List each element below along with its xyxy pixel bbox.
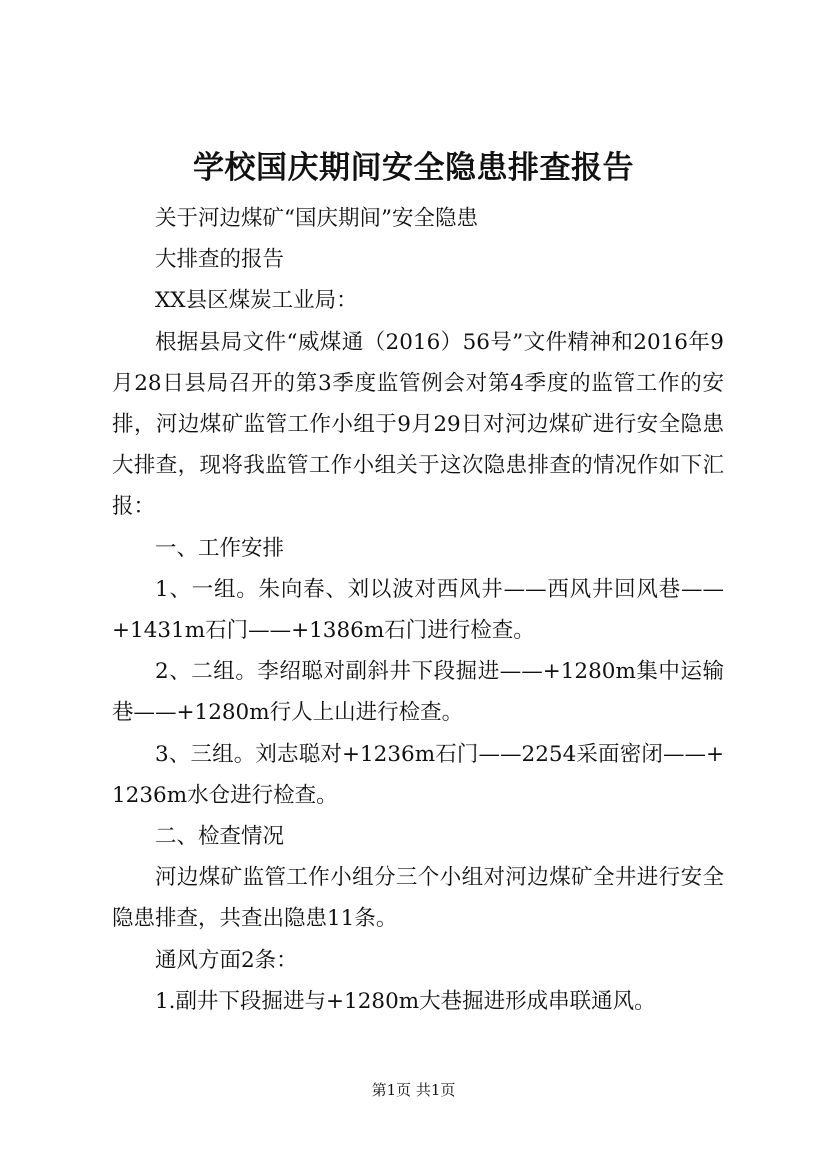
subject-line-1: 关于河边煤矿“国庆期间”安全隐患 bbox=[155, 206, 478, 231]
inspection-summary-paragraph: 河边煤矿监管工作小组分三个小组对河边煤矿全井进行安全隐患排查，共查出隐患11条。 bbox=[112, 865, 724, 932]
document-body bbox=[112, 198, 724, 1022]
recipient-line: XX县区煤炭工业局： bbox=[155, 288, 358, 314]
subject-line-2: 大排查的报告 bbox=[155, 247, 285, 273]
group-two-paragraph: 2、二组。李绍聪对副斜井下段掘进——+1280m集中运输巷——+1280m行人上山进行检查。 bbox=[112, 659, 724, 726]
ventilation-item-1: 1.副井下段掘进与+1280m大巷掘进形成串联通风。 bbox=[155, 988, 656, 1014]
page-footer: 第1页 共1页 bbox=[371, 1081, 456, 1099]
group-three-paragraph: 3、三组。刘志聪对+1236m石门——2254采面密闭——+1236m水仓进行检查。 bbox=[112, 741, 724, 808]
document-title: 学校国庆期间安全隐患排查报告 bbox=[193, 150, 634, 186]
section-heading-work-arrangement: 一、工作安排 bbox=[155, 535, 285, 561]
group-one-paragraph: 1、一组。朱向春、刘以波对西风井——西风井回风巷——+1431m石门——+1386m石门进行检查。 bbox=[112, 576, 724, 644]
section-heading-inspection: 二、检查情况 bbox=[155, 824, 285, 850]
intro-paragraph: 根据县局文件“威煤通（2016）56号”文件精神和2016年9月28日县局召开的第3季度监管例会对第4季度的监管工作的安排，河边煤矿监管工作小组于9月29日对河边煤矿进行安全隐患大排查，现将我监管工作小组关于这次隐患排查的情况作如下汇报： bbox=[112, 329, 724, 520]
ventilation-heading: 通风方面2条： bbox=[155, 947, 298, 973]
